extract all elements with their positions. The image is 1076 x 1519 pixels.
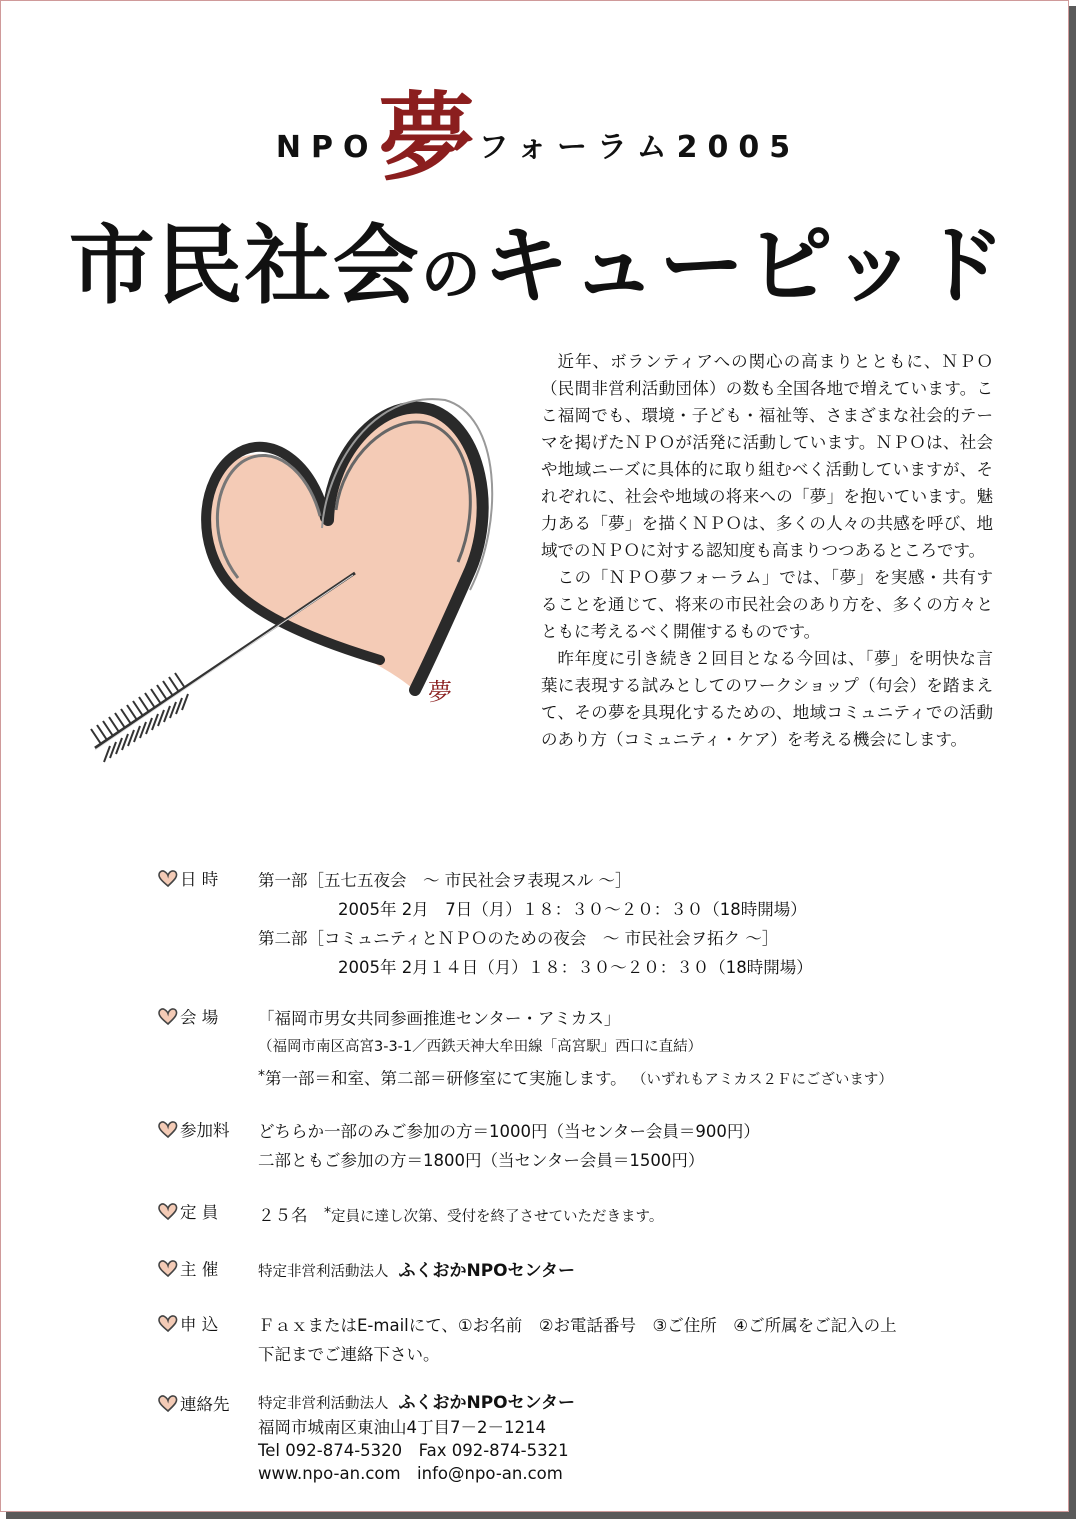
contact-type: 特定非営利活動法人 xyxy=(258,1396,389,1412)
intro-paragraph-3: 昨年度に引き続き２回目となる今回は、「夢」を明快な言葉に表現する試みとしてのワークショップ（句会）を踏まえて、その夢を具現化するための、地域コミュニティでの活動のあり方（コミュニティ・ケア）を考える機会にします。 xyxy=(541,649,993,749)
heart-bullet-icon xyxy=(158,1203,178,1221)
schedule-label: 日 時 xyxy=(158,866,258,890)
heart-arrow-illustration xyxy=(70,370,510,770)
venue-rooms-note: （いずれもアミカス２Ｆにございます） xyxy=(631,1072,893,1088)
application-row xyxy=(158,1311,1038,1369)
heart-bullet-icon xyxy=(158,1260,178,1278)
part1-time: 2005年 2月 7日（月）１８：３０～２０：３０（18時開場） xyxy=(338,900,807,919)
heart-bullet-icon xyxy=(158,1395,178,1413)
part1-title: 第一部［五七五夜会 ～ 市民社会ヲ表現スル ～］ xyxy=(258,871,632,890)
forum-title xyxy=(0,62,1076,199)
venue-star: * xyxy=(258,1068,265,1084)
part2-time: 2005年 2月１４日（月）１８：３０～２０：３０（18時開場） xyxy=(338,958,813,977)
heart-bullet-icon xyxy=(158,1121,178,1139)
arrow-shaft xyxy=(95,573,355,748)
forum-prefix: NPO xyxy=(275,130,379,165)
intro-paragraph-2: この「ＮＰＯ夢フォーラム」では、「夢」を実感・共有することを通じて、将来の市民社会のあり方を、多くの方々とともに考えるべく開催するものです。 xyxy=(541,568,993,641)
fee-line2: 二部ともご参加の方＝1800円（当センター会員＝1500円） xyxy=(258,1151,705,1170)
contact-row xyxy=(158,1391,1038,1485)
organizer-label: 主 催 xyxy=(158,1256,258,1280)
capacity-row xyxy=(158,1199,1038,1232)
title-main: 市民社会 xyxy=(68,215,421,316)
organizer-body xyxy=(258,1256,1038,1287)
intro-paragraph-1: 近年、ボランティアへの関心の高まりとともに、ＮＰＯ（民間非営利活動団体）の数も全国各地で増えています。ここ福岡でも、環境・子ども・福祉等、さまざまな社会的テーマを掲げたＮＰＯが活発に活動しています。ＮＰＯは、社会や地域ニーズに具体的に取り組むべく活動していますが、それぞれに、社会や地域の将来への「夢」を抱いています。魅力ある「夢」を描くＮＰＯは、多くの人々の共感を呼び、地域でのＮＰＯに対する認知度も高まりつつあるところです。 xyxy=(541,352,993,560)
application-line2: 下記までご連絡下さい。 xyxy=(258,1345,440,1364)
schedule-body xyxy=(258,866,1038,982)
capacity-body xyxy=(258,1199,1038,1232)
contact-label: 連絡先 xyxy=(158,1391,258,1415)
heart-bullet-icon xyxy=(158,1315,178,1333)
forum-yume: 夢 xyxy=(378,81,475,194)
organizer-type: 特定非営利活動法人 xyxy=(258,1264,389,1280)
heart-bullet-icon xyxy=(158,870,178,888)
fee-row xyxy=(158,1117,1038,1175)
capacity-value: ２５名 xyxy=(258,1206,308,1225)
capacity-note: 定員に達し次第、受付を終了させていただきます。 xyxy=(331,1209,664,1225)
intro-text xyxy=(541,348,993,753)
part2-title: 第二部［コミュニティとＮＰＯのための夜会 ～ 市民社会ヲ拓ク ～］ xyxy=(258,929,779,948)
contact-body xyxy=(258,1391,1038,1485)
venue-body xyxy=(258,1004,1038,1095)
application-line1: ＦａｘまたはE-mailにて、①お名前 ②お電話番号 ③ご住所 ④ご所属をご記入の上 xyxy=(258,1316,897,1335)
heart-stamp: 夢 xyxy=(428,678,452,706)
organizer-row xyxy=(158,1256,1038,1287)
contact-web[interactable]: www.npo-an.com info@npo-an.com xyxy=(258,1464,563,1483)
application-label: 申 込 xyxy=(158,1311,258,1335)
title-end: キューピッド xyxy=(482,215,1008,316)
organizer-name: ふくおかNPOセンター xyxy=(398,1261,575,1281)
heart-bullet-icon xyxy=(158,1008,178,1026)
venue-row xyxy=(158,1004,1038,1095)
schedule-row xyxy=(158,866,1038,982)
main-title xyxy=(0,196,1076,320)
venue-name: 「福岡市男女共同参画推進センター・アミカス」 xyxy=(258,1009,621,1028)
venue-address: （福岡市南区高宮3-3-1／西鉄天神大牟田線「高宮駅」西口に直結） xyxy=(258,1039,703,1055)
capacity-star: * xyxy=(324,1205,331,1221)
contact-address: 福岡市城南区東油山4丁目7－2－1214 xyxy=(258,1418,546,1437)
forum-suffix: フォーラム2005 xyxy=(478,130,801,165)
event-info xyxy=(158,866,1038,1485)
contact-name: ふくおかNPOセンター xyxy=(398,1393,575,1413)
title-no: の xyxy=(420,240,483,310)
contact-phone: Tel 092-874-5320 Fax 092-874-5321 xyxy=(258,1441,569,1460)
application-body xyxy=(258,1311,1038,1369)
venue-rooms: 第一部＝和室、第二部＝研修室にて実施します。 xyxy=(265,1069,627,1088)
capacity-label: 定 員 xyxy=(158,1199,258,1223)
fee-body xyxy=(258,1117,1038,1175)
page-shadow-bottom xyxy=(6,1512,1076,1519)
venue-label: 会 場 xyxy=(158,1004,258,1028)
fee-line1: どちらか一部のみご参加の方＝1000円（当センター会員＝900円） xyxy=(258,1122,760,1141)
arrow-shaft-highlight xyxy=(95,575,353,750)
fee-label: 参加料 xyxy=(158,1117,258,1141)
